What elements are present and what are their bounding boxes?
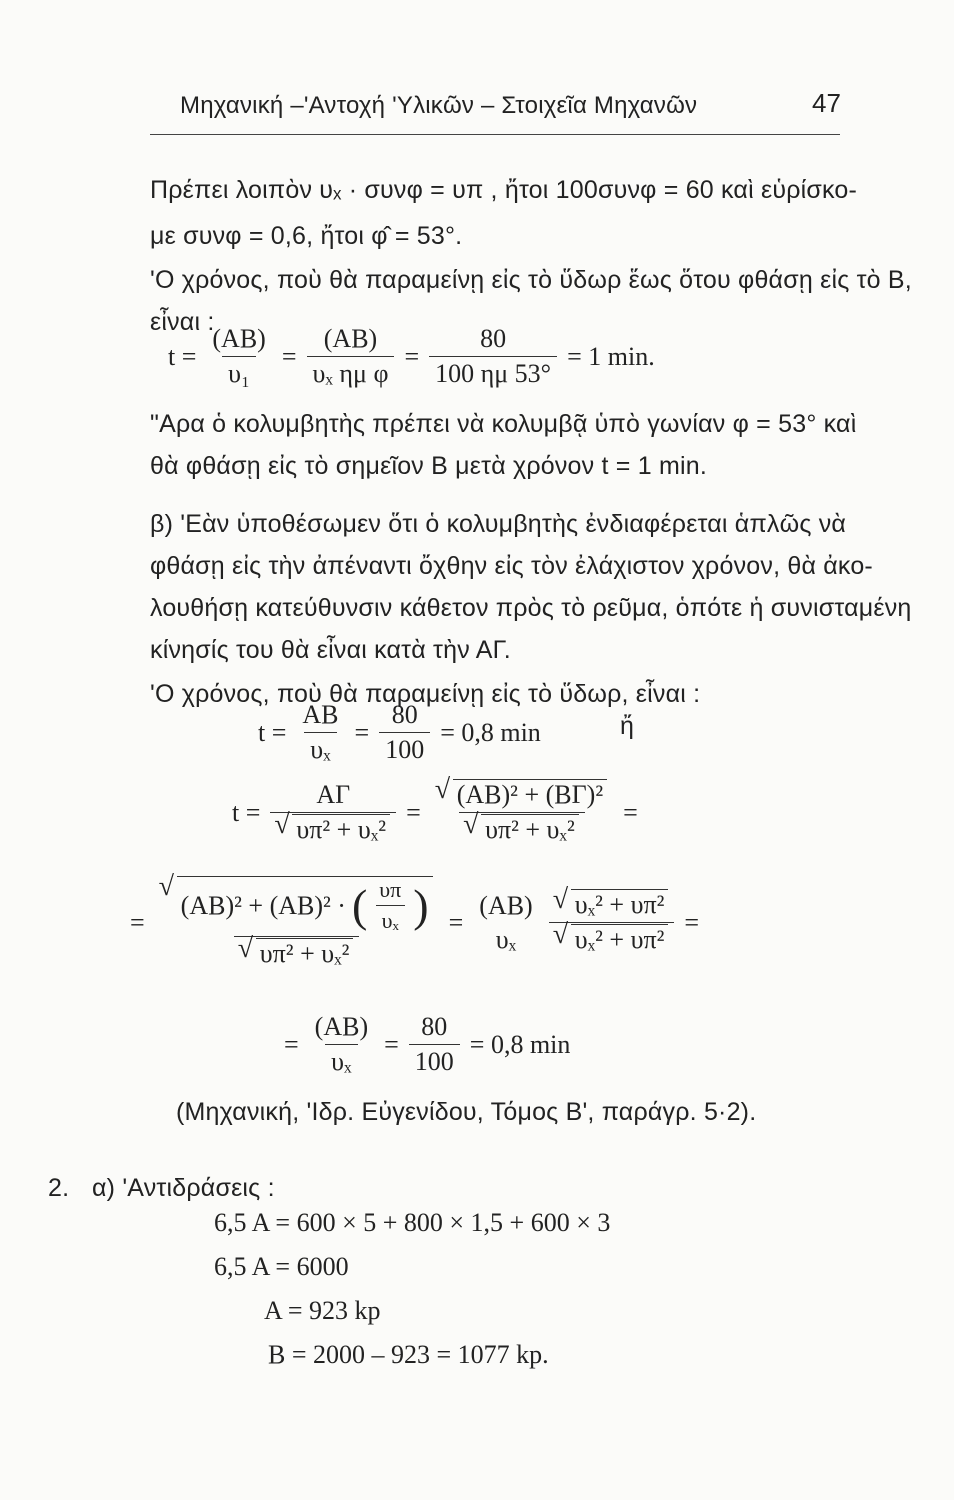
equation-4: [130, 876, 699, 969]
eq1-equals-1: =: [281, 341, 297, 371]
equation-1: [168, 324, 655, 389]
eq4-rhs-den-wrap: [549, 922, 675, 955]
eq2-frac1: [296, 700, 344, 765]
eq3-frac2-den: √ υπ² + υₓ²: [481, 814, 579, 844]
eq3-equals-1: =: [406, 797, 421, 827]
eq5-equals: =: [384, 1029, 399, 1059]
eq3-frac2: [431, 780, 613, 845]
eq4-lhs-num-text: √ (ΑΒ)² + (ΑΒ)² ·: [180, 890, 346, 920]
para1-line2: με συνφ = 0,6, ἤτοι φ̂ = 53°.: [150, 222, 463, 250]
eq4-frac-lhs: [155, 876, 439, 969]
eq4-lhs-num: [177, 876, 433, 934]
para3-line3: λουθήσῃ κατεύθυνσιν κάθετον πρὸς τὸ ρεῦμα, ὁπότε ἡ συνισταμένη: [150, 594, 912, 622]
running-header-title: Μηχανική –'Αντοχή 'Υλικῶν – Στοιχεῖα Μηχανῶν: [180, 92, 698, 119]
eq3-frac2-num: √ (ΑΒ)² + (ΒΓ)²: [453, 779, 607, 809]
eq2-frac2-den: 100: [379, 732, 430, 765]
eq1-frac2: [307, 324, 395, 389]
para3-line2: φθάσῃ εἰς τὴν ἀπέναντι ὄχθην εἰς τὸν ἐλάχιστον χρόνον, θὰ ἀκο-: [150, 552, 873, 580]
eq3-frac1-den: √ υπ² + υₓ²: [292, 814, 390, 844]
eq5-frac2: [409, 1012, 460, 1077]
eq3-equals-2: =: [623, 797, 638, 827]
eq4-equals-1: =: [448, 907, 464, 937]
eq5-frac1-den: υₓ: [325, 1044, 357, 1077]
para1-line3: 'Ο χρόνος, ποὺ θὰ παραμείνῃ εἰς τὸ ὕδωρ ἕως ὅτου φθάσῃ εἰς τὸ Β,: [150, 266, 912, 294]
eq4-open-paren: (: [351, 879, 368, 931]
para2-line2: θὰ φθάσῃ εἰς τὸ σημεῖον Β μετὰ χρόνον t = 1 min.: [150, 452, 708, 480]
eq3-t: t =: [232, 797, 261, 827]
eq4-rhs-den: √ υₓ² + υπ²: [571, 924, 669, 954]
eq4-frac-mid: [473, 891, 538, 955]
reaction-eq-1: 6,5 Α = 600 × 5 + 800 × 1,5 + 600 × 3: [214, 1208, 611, 1237]
eq4-frac-rhs: [549, 890, 675, 955]
equation-5: [284, 1012, 570, 1077]
eq1-frac3: [429, 324, 557, 389]
section-heading: α) 'Αντιδράσεις :: [92, 1174, 275, 1202]
para1-line4: εἶναι :: [150, 308, 215, 336]
eq5-lead-equals: =: [284, 1029, 299, 1059]
eq4-paren-frac: [373, 877, 407, 934]
eq1-result: = 1 min.: [567, 341, 655, 371]
section-number: 2.: [48, 1174, 70, 1202]
eq1-frac3-den: 100 ημ 53°: [429, 356, 557, 389]
eq4-lead-equals: =: [130, 907, 145, 937]
eq4-rhs-num-wrap: [549, 890, 675, 922]
eq4-equals-2: =: [684, 907, 700, 937]
eq1-equals-2: =: [404, 341, 420, 371]
eq5-frac1: [309, 1012, 374, 1077]
page-number: 47: [812, 88, 841, 118]
eq3-frac2-den-wrap: [459, 812, 585, 845]
eq2-t: t =: [258, 717, 287, 747]
eq1-frac2-den: υₓ ημ φ: [307, 356, 395, 389]
eq5-result: = 0,8 min: [469, 1029, 571, 1059]
eq5-frac2-num: 80: [421, 1012, 448, 1041]
header-rule: [150, 134, 840, 135]
eq2-equals: =: [354, 717, 370, 747]
eq1-frac1-den: υ₁: [222, 356, 256, 389]
eq1-frac1: [206, 324, 271, 389]
eq3-frac1-den-wrap: [270, 812, 396, 845]
equation-3: [232, 780, 638, 845]
para2-line1: "Αρα ὁ κολυμβητὴς πρέπει νὰ κολυμβᾷ ὑπὸ γωνίαν φ = 53° καὶ: [150, 410, 857, 438]
eq3-frac1: [270, 780, 396, 845]
eq3-frac2-num-wrap: [431, 780, 613, 812]
eq1-frac3-num: 80: [480, 324, 507, 353]
eq4-close-paren: ): [413, 879, 429, 931]
equation-2: [258, 700, 541, 765]
reaction-eq-4: Β = 2000 – 923 = 1077 kp.: [268, 1340, 549, 1369]
eq1-frac1-num: (ΑΒ): [212, 324, 266, 353]
reference-citation: (Μηχανική, 'Ιδρ. Εὐγενίδου, Τόμος Β', παράγρ. 5·2).: [176, 1098, 757, 1126]
eq2-frac1-den: υₓ: [304, 732, 336, 765]
eq2-result: = 0,8 min: [440, 717, 541, 747]
reaction-eq-2: 6,5 Α = 6000: [214, 1252, 349, 1281]
eq4-paren-num: υπ: [379, 877, 402, 902]
eq4-mid-num: (ΑΒ): [479, 890, 533, 920]
eq1-frac2-num: (ΑΒ): [323, 324, 378, 353]
eq1-t: t =: [168, 341, 197, 371]
eq2-frac2: [379, 700, 430, 765]
eq4-lhs-num-wrap: [155, 876, 439, 936]
eq4-lhs-den: √ υπ² + υₓ²: [256, 938, 354, 968]
eq3-frac1-num: ΑΓ: [316, 780, 351, 809]
eq2-or: ἤ: [620, 712, 635, 740]
eq4-lhs-den-wrap: [234, 936, 360, 969]
eq2-frac2-num: 80: [391, 700, 418, 729]
para3-line1: β) 'Εὰν ὑποθέσωμεν ὅτι ὁ κολυμβητὴς ἐνδιαφέρεται ἁπλῶς νὰ: [150, 510, 847, 538]
para3-line5: 'Ο χρόνος, ποὺ θὰ παραμείνῃ εἰς τὸ ὕδωρ, εἶναι :: [150, 680, 701, 708]
eq4-mid-den: υₓ: [495, 924, 517, 954]
eq5-frac1-num: (ΑΒ): [314, 1012, 369, 1041]
eq5-frac2-den: 100: [409, 1044, 460, 1077]
reaction-eq-3: Α = 923 kp: [264, 1296, 381, 1325]
para3-line4: κίνησίς του θὰ εἶναι κατὰ τὴν ΑΓ.: [150, 636, 511, 664]
eq4-paren-den: υₓ: [376, 905, 405, 934]
eq4-rhs-num: √ υₓ² + υπ²: [571, 889, 669, 919]
eq2-frac1-num: ΑΒ: [302, 700, 339, 729]
para1-line1: Πρέπει λοιπὸν υₓ · συνφ = υπ , ἤτοι 100συνφ = 60 καὶ εὑρίσκο-: [150, 176, 858, 204]
